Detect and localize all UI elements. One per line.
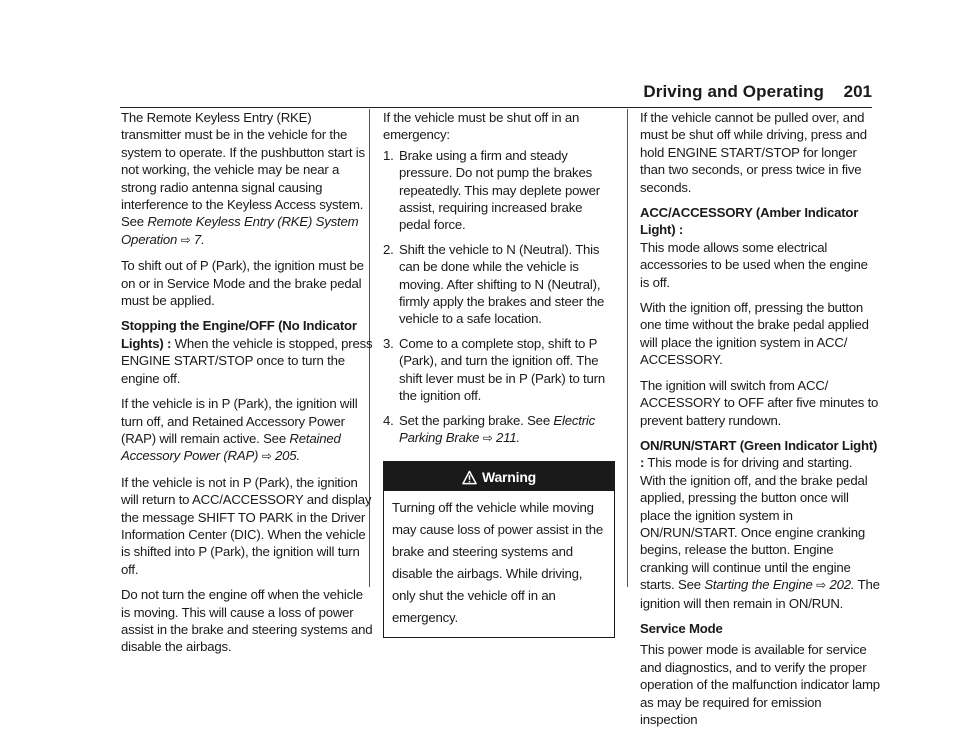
cross-reference-page[interactable]: 205 — [275, 448, 297, 464]
paragraph: If the vehicle must be shut off in an emergency: — [383, 110, 580, 143]
emergency-steps-list — [383, 147, 615, 448]
cross-reference-link[interactable]: Retained Accessory Power (RAP) — [121, 430, 341, 464]
subsection-heading: Service Mode — [640, 620, 723, 636]
paragraph: The ignition will switch from ACC/ ACCESSORY to OFF after five minutes to prevent battery rundown. — [640, 377, 879, 428]
column-2 — [383, 109, 615, 638]
page-reference-arrow-icon: ⇨ — [180, 232, 191, 247]
list-item: 1. Brake using a firm and steady pressure. Do not pump the brakes repeatedly. This may deplete power assist, requiring increased brake pedal force. — [383, 147, 600, 233]
cross-reference-page[interactable]: 211 — [496, 429, 517, 445]
cross-reference-link[interactable]: Electric Parking Brake — [399, 412, 596, 445]
cross-reference-page[interactable]: 202 — [829, 577, 851, 593]
paragraph: To shift out of P (Park), the ignition must be on or in Service Mode and the brake pedal must be applied. — [121, 258, 364, 309]
header-rule — [120, 107, 872, 108]
cross-reference-link[interactable]: Remote Keyless Entry (RKE) System Operation — [121, 214, 359, 247]
warning-box — [383, 461, 615, 638]
column-divider — [627, 109, 628, 587]
paragraph-heading: ON/RUN/START (Green Indicator Light) : — [640, 437, 878, 471]
paragraph: If the vehicle cannot be pulled over, and must be shut off while driving, press and hold ENGINE START/STOP for longer than two seconds, or press twice in five seconds. — [640, 110, 867, 195]
page-reference-arrow-icon: ⇨ — [482, 430, 493, 445]
paragraph: If the vehicle is in P (Park), the ignition will turn off, and Retained Accessory Power (RAP) will remain active. See Retained Accessory Power (RAP) ⇨ 205. — [121, 396, 358, 464]
page-reference-arrow-icon: ⇨ — [816, 578, 827, 593]
page-reference-arrow-icon: ⇨ — [261, 449, 272, 464]
warning-text: Turning off the vehicle while moving may cause loss of power assist in the brake and steering systems and disable the airbags. While driving, only shut the vehicle off in an emergency. — [392, 500, 604, 626]
paragraph: This power mode is available for service and diagnostics, and to verify the proper operation of the malfunction indicator lamp as may be required for emission inspection — [640, 642, 880, 727]
page-number: 201 — [843, 82, 872, 101]
list-item: 3. Come to a complete stop, shift to P (Park), and turn the ignition off. The shift lever must be in P (Park) to turn the ignition off. — [383, 335, 605, 404]
column-1 — [121, 109, 373, 664]
column-3 — [640, 109, 880, 736]
warning-header — [384, 462, 614, 491]
cross-reference-page[interactable]: 7 — [193, 231, 202, 247]
paragraph: Do not turn the engine off when the vehicle is moving. This will cause a loss of power assist in the brake and steering systems and disable the airbags. — [121, 587, 373, 655]
paragraph: With the ignition off, pressing the button one time without the brake pedal applied will place the ignition system in ACC/ ACCESSORY. — [640, 300, 869, 368]
paragraph-heading: Stopping the Engine/OFF (No Indicator Lights) : — [121, 318, 357, 351]
paragraph: Stopping the Engine/OFF (No Indicator Lights) : When the vehicle is stopped, press ENGINE START/STOP once to turn the engine off. — [121, 318, 373, 386]
paragraph: If the vehicle is not in P (Park), the ignition will return to ACC/ACCESSORY and display the message SHIFT TO PARK in the Driver Information Center (DIC). When the vehicle is shifted into P (Park), the ignition will turn off. — [121, 474, 372, 577]
warning-triangle-icon — [462, 470, 477, 485]
paragraph: ACC/ACCESSORY (Amber Indicator Light) : This mode allows some electrical accessories to be used when the engine is off. — [640, 205, 868, 290]
list-item: 2. Shift the vehicle to N (Neutral). This can be done while the vehicle is moving. After shifting to N (Neutral), firmly apply the brakes and steer the vehicle to a safe location. — [383, 241, 605, 327]
list-item: 4. Set the parking brake. See Electric Parking Brake ⇨ 211. — [383, 412, 596, 445]
paragraph: ON/RUN/START (Green Indicator Light) : This mode is for driving and starting. With the ignition off, and the brake pedal applied, pressing the button once will place the ignition system in ON/RUN/START. Once engine cranking begins, release the button. Engine cranking will continue until the engine starts. See Starting the Engine ⇨ 202. The ignition will then remain in ON/RUN. — [640, 437, 880, 611]
paragraph: The Remote Keyless Entry (RKE) transmitter must be in the vehicle for the system to operate. If the pushbutton start is not working, the vehicle may be near a strong radio antenna signal causing interference to the Keyless Access system. See Remote Keyless Entry (RKE) System Operation ⇨ 7. — [121, 110, 365, 247]
warning-title: Warning — [481, 469, 537, 486]
section-title: Driving and Operating — [643, 82, 824, 101]
paragraph-heading: ACC/ACCESSORY (Amber Indicator Light) : — [640, 205, 859, 238]
cross-reference-link[interactable]: Starting the Engine — [704, 577, 813, 593]
page-header — [0, 82, 960, 104]
